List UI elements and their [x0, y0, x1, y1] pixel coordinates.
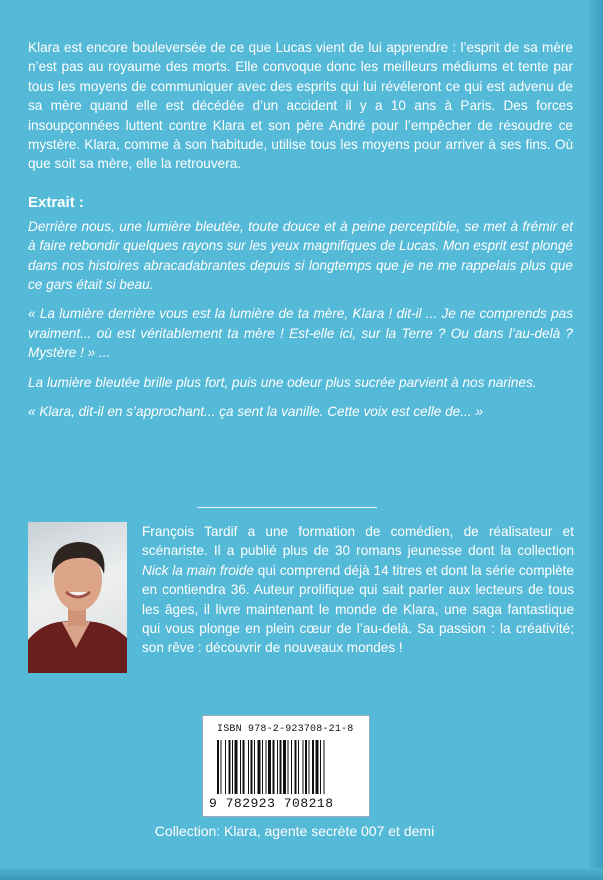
author-portrait-illustration	[28, 522, 127, 673]
barcode-number: 9 782923 708218	[209, 796, 334, 811]
barcode-bar	[309, 740, 310, 794]
cover-bottom-edge	[0, 868, 603, 880]
barcode-bar	[248, 740, 249, 794]
barcode-bar	[229, 740, 231, 794]
barcode-bar	[221, 740, 222, 794]
barcode-bar	[273, 740, 275, 794]
barcode	[202, 715, 370, 817]
barcode-bar	[262, 740, 263, 794]
barcode-bar	[320, 740, 321, 794]
series-title: Nick la main froide	[142, 562, 254, 578]
barcode-bar	[235, 740, 238, 794]
bio-text: François Tardif a une formation de comédien, de réalisateur et scénariste. Il a publié plus de 30 romans jeunesse dont la collection	[142, 524, 574, 559]
barcode-bar	[324, 740, 325, 794]
barcode-bar	[240, 740, 241, 794]
text-column	[28, 38, 573, 432]
barcode-bar	[225, 740, 226, 794]
cover-right-edge	[589, 0, 603, 880]
barcode-bar	[243, 740, 245, 794]
bio-text: qui comprend déjà 14 titres et dont la série complète en contiendra 36. Auteur prolifique qui sait parler aux lecteurs de tous les âges, il livre maintenant le monde de Klara, une saga fantastique qui vous plonge en plein cœur de l’au-delà. Sa passion : la créativité; son rêve : découvrir de nouveaux mondes !	[142, 562, 574, 656]
barcode-bar	[295, 740, 297, 794]
isbn-label: ISBN 978-2-923708-21-8	[217, 724, 354, 735]
barcode-bar	[266, 740, 267, 794]
extrait-paragraph: La lumière bleutée brille plus fort, puis une odeur plus sucrée parvient à nos narines.	[28, 374, 537, 390]
barcode-bar	[254, 740, 255, 794]
author-bio	[142, 522, 574, 658]
barcode-bar	[280, 740, 282, 794]
barcode-bar	[305, 740, 307, 794]
extrait-paragraph: Derrière nous, une lumière bleutée, toute douce et à peine perceptible, se met à frémir et à faire rebondir quelques rayons sur les yeux magnifiques de Lucas. Mon esprit est plongé dans nos histoires abracadabrantes depuis si longtemps que je ne me rappelais plus que ce gars était si beau.	[28, 218, 573, 293]
barcode-bar	[258, 740, 261, 794]
extrait-paragraph: « Klara, dit-il en s’approchant... ça sent la vanille. Cette voix est celle de... »	[28, 404, 483, 420]
collection-line: Collection: Klara, agente secrète 007 et demi	[154, 823, 435, 839]
barcode-bars	[217, 740, 357, 796]
barcode-bar	[288, 740, 289, 794]
barcode-bar	[251, 740, 253, 794]
barcode-bar	[283, 740, 286, 794]
barcode-bar	[232, 740, 233, 794]
synopsis: Klara est encore bouleversée de ce que Lucas vient de lui apprendre : l’esprit de sa mère n’est pas au royaume des morts. Elle convoque donc les meilleurs médiums et tente par tous les moyens de communiquer avec des esprits qui lui révéleront ce qui est advenu de sa mère quand elle est décédée d’un accident il y a 10 ans à Paris. Des forces insoupçonnées luttent contre Klara et son père André pour l’empêcher de résoudre ce mystère. Klara, comme à son habitude, utilise tous les moyens pour arriver à ses fins. Où que soit sa mère, elle la retrouvera.	[28, 40, 573, 172]
barcode-bar	[277, 740, 278, 794]
extrait-paragraph: « La lumière derrière vous est la lumière de ta mère, Klara ! dit-il ... Je ne comprends pas vraiment... où est véritablement ta mère ! Est-elle ici, sur la Terre ? Ou dans l’au-delà ? Mystère ! » ...	[28, 306, 573, 361]
divider	[197, 507, 377, 508]
barcode-bar	[316, 740, 319, 794]
author-photo	[28, 522, 127, 673]
barcode-bar	[312, 740, 314, 794]
barcode-bar	[217, 740, 219, 794]
barcode-bar	[291, 740, 292, 794]
barcode-bar	[268, 740, 271, 794]
extrait-title: Extrait :	[28, 193, 84, 211]
barcode-bar	[298, 740, 299, 794]
barcode-bar	[303, 740, 304, 794]
